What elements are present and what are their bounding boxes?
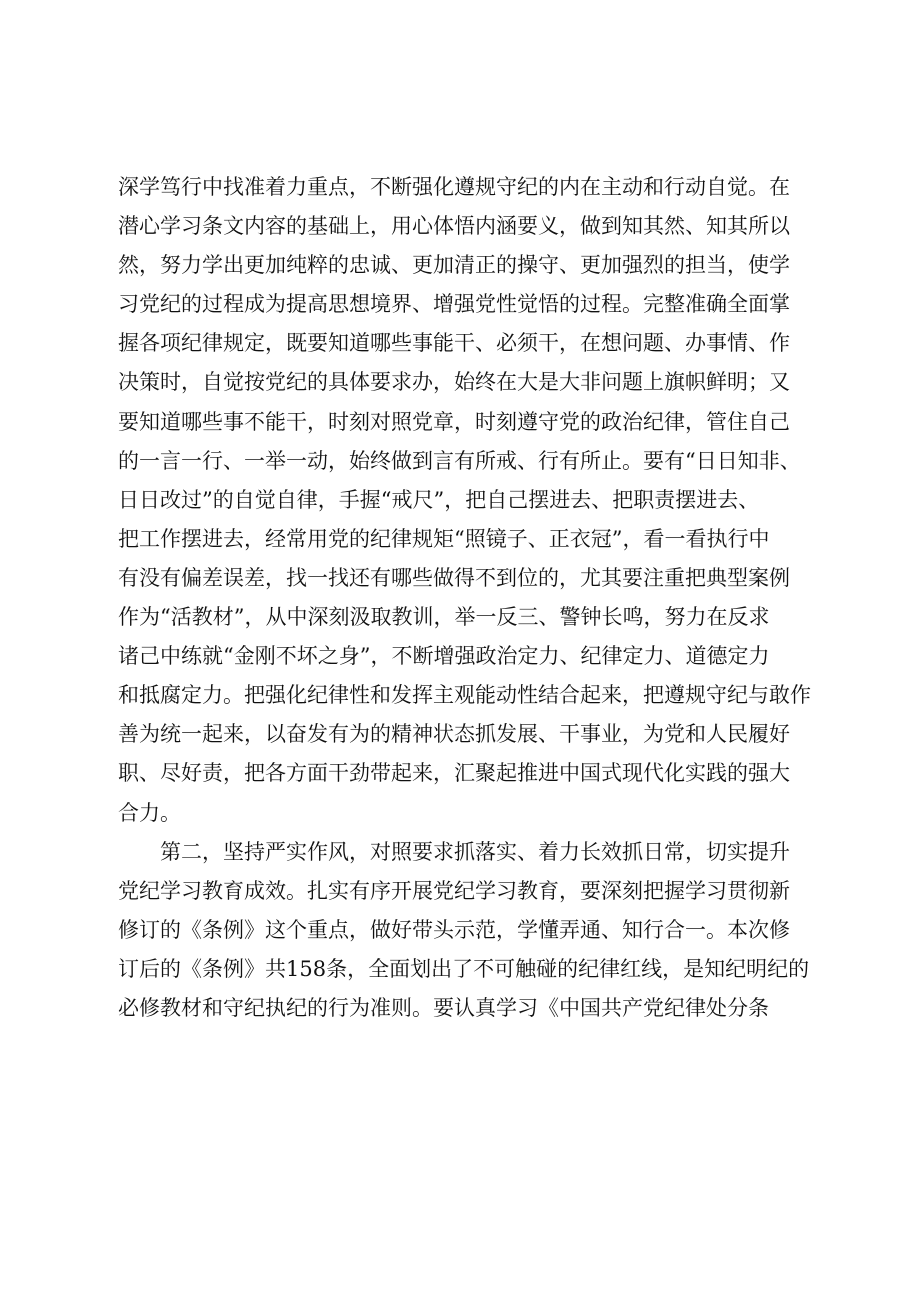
text-line: 日日改过”的自觉自律，手握“戒尺”，把自己摆进去、把职责摆进去、 xyxy=(118,487,760,512)
text-line: 合力。 xyxy=(118,800,181,825)
text-line: 要知道哪些事不能干，时刻对照党章，时刻遵守党的政治纪律，管住自己 xyxy=(118,409,790,434)
text-line: 第二，坚持严实作风，对照要求抓落实、着力长效抓日常，切实提升 xyxy=(160,839,790,864)
text-line: 然，努力学出更加纯粹的忠诚、更加清正的操守、更加强烈的担当，使学 xyxy=(118,253,790,278)
paragraph-2 xyxy=(118,833,818,1028)
text-line: 诸己中练就“金刚不坏之身”，不断增强政治定力、纪律定力、道德定力 xyxy=(118,644,770,669)
text-line: 潜心学习条文内容的基础上，用心体悟内涵要义，做到知其然、知其所以 xyxy=(118,214,790,239)
text-line: 握各项纪律规定，既要知道哪些事能干、必须干，在想问题、办事情、作 xyxy=(118,331,790,356)
text-line: 党纪学习教育成效。扎实有序开展党纪学习教育，要深刻把握学习贯彻新 xyxy=(118,878,790,903)
text-line: 善为统一起来，以奋发有为的精神状态抓发展、干事业，为党和人民履好 xyxy=(118,722,790,747)
text-line: 职、尽好责，把各方面干劲带起来，汇聚起推进中国式现代化实践的强大 xyxy=(118,761,790,786)
text-line: 深学笃行中找准着力重点，不断强化遵规守纪的内在主动和行动自觉。在 xyxy=(118,175,790,199)
text-line: 订后的《条例》共158条，全面划出了不可触碰的纪律红线，是知纪明纪的 xyxy=(118,956,810,981)
text-line: 习党纪的过程成为提高思想境界、增强党性觉悟的过程。完整准确全面掌 xyxy=(118,292,790,317)
text-line: 和抵腐定力。把强化纪律性和发挥主观能动性结合起来，把遵规守纪与敢作 xyxy=(118,683,811,708)
text-line: 的一言一行、一举一动，始终做到言有所戒、行有所止。要有“日日知非、 xyxy=(118,448,801,473)
document-body xyxy=(118,168,818,1028)
text-line: 把工作摆进去，经常用党的纪律规矩“照镜子、正衣冠”，看一看执行中 xyxy=(118,526,770,551)
text-line: 必修教材和守纪执纪的行为准则。要认真学习《中国共产党纪律处分条 xyxy=(118,995,769,1020)
paragraph-1 xyxy=(118,168,818,833)
text-line: 作为“活教材”，从中深刻汲取教训，举一反三、警钟长鸣，努力在反求 xyxy=(118,605,770,630)
text-line: 有没有偏差误差，找一找还有哪些做得不到位的，尤其要注重把典型案例 xyxy=(118,565,790,590)
text-line: 修订的《条例》这个重点，做好带头示范，学懂弄通、知行合一。本次修 xyxy=(118,917,790,942)
text-line: 决策时，自觉按党纪的具体要求办，始终在大是大非问题上旗帜鲜明；又 xyxy=(118,370,790,395)
